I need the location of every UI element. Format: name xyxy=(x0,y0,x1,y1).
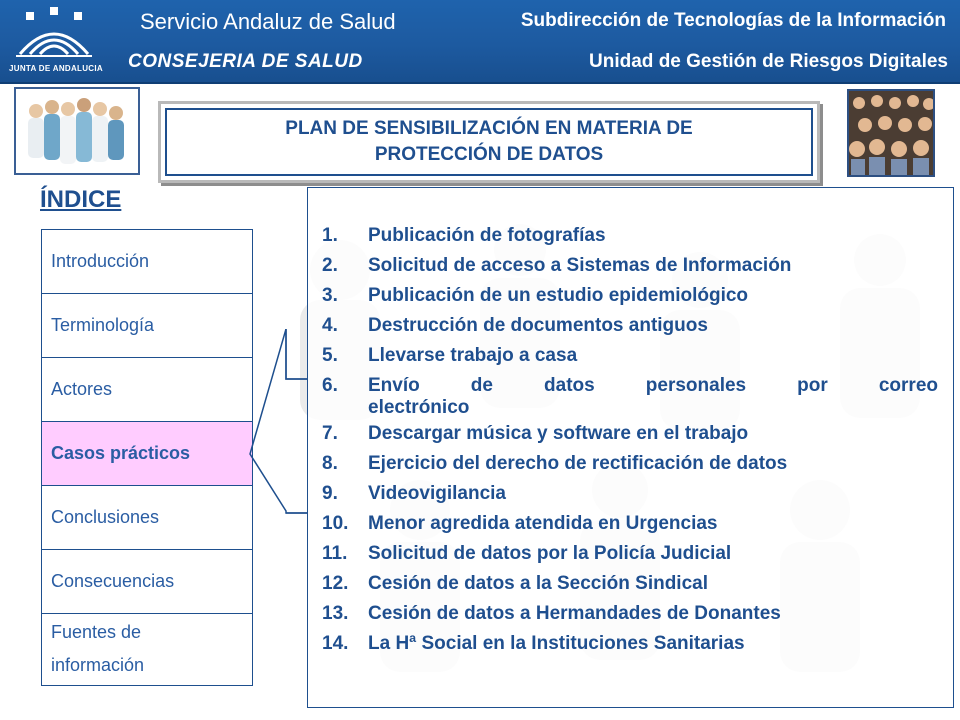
case-item[interactable] xyxy=(322,371,938,419)
case-text: La Hª Social en la Instituciones Sanitarias xyxy=(368,633,745,654)
medical-staff-photo xyxy=(14,87,140,175)
cases-list xyxy=(322,221,938,659)
menu-item-label xyxy=(51,616,144,682)
medical-staff-image-icon xyxy=(16,89,138,173)
menu-item-fuentes[interactable] xyxy=(42,614,252,684)
case-number: 14. xyxy=(322,633,349,654)
case-item[interactable] xyxy=(322,341,938,371)
case-text: Descargar música y software en el trabajo xyxy=(368,423,749,444)
organization-subtitle: CONSEJERIA DE SALUD xyxy=(128,51,363,72)
case-text: Solicitud de datos por la Policía Judicial xyxy=(368,543,732,564)
plan-title-line2: PROTECCIÓN DE DATOS xyxy=(374,144,604,165)
crowd-image-icon xyxy=(849,91,933,175)
junta-andalucia-logo xyxy=(0,0,110,82)
menu-item-label: Introducción xyxy=(51,251,150,271)
menu-item-label: Actores xyxy=(51,379,113,399)
case-item[interactable] xyxy=(322,539,938,569)
case-text: Publicación de fotografías xyxy=(368,225,606,246)
case-number: 12. xyxy=(322,573,349,594)
crowd-photo xyxy=(847,89,935,177)
menu-item-label: Conclusiones xyxy=(51,507,160,527)
case-text: Llevarse trabajo a casa xyxy=(368,345,578,366)
header-banner xyxy=(0,0,960,84)
plan-title-box xyxy=(158,101,820,183)
case-item[interactable] xyxy=(322,599,938,629)
case-item[interactable] xyxy=(322,221,938,251)
case-number: 3. xyxy=(322,285,338,306)
plan-title-line1: PLAN DE SENSIBILIZACIÓN EN MATERIA DE xyxy=(285,118,693,139)
case-text: Ejercicio del derecho de rectificación de datos xyxy=(368,453,788,474)
menu-item-conclusiones[interactable] xyxy=(42,486,252,550)
case-item[interactable] xyxy=(322,419,938,449)
case-text: Cesión de datos a la Sección Sindical xyxy=(368,573,708,594)
case-text: Cesión de datos a Hermandades de Donantes xyxy=(368,603,781,624)
case-item[interactable] xyxy=(322,449,938,479)
index-menu xyxy=(41,229,253,686)
case-number: 5. xyxy=(322,345,338,366)
menu-item-label: Consecuencias xyxy=(51,571,175,591)
menu-item-consecuencias[interactable] xyxy=(42,550,252,614)
case-number: 13. xyxy=(322,603,349,624)
case-number: 7. xyxy=(322,423,338,444)
case-item[interactable] xyxy=(322,509,938,539)
menu-item-label-line1: Fuentes de xyxy=(51,622,142,642)
case-text-line2: electrónico xyxy=(368,397,470,418)
plan-title xyxy=(209,116,769,168)
case-item[interactable] xyxy=(322,479,938,509)
menu-item-label-line2: información xyxy=(51,655,145,675)
department-title: Subdirección de Tecnologías de la Información xyxy=(520,10,946,31)
case-text: Solicitud de acceso a Sistemas de Información xyxy=(368,255,792,276)
case-number: 2. xyxy=(322,255,338,276)
case-text xyxy=(368,371,938,419)
menu-item-introduccion[interactable] xyxy=(42,230,252,294)
case-item[interactable] xyxy=(322,281,938,311)
logo-caption: JUNTA DE ANDALUCIA xyxy=(9,64,103,73)
case-number: 4. xyxy=(322,315,338,336)
index-heading: ÍNDICE xyxy=(40,186,122,213)
case-item[interactable] xyxy=(322,629,938,659)
case-text: Videovigilancia xyxy=(368,483,506,504)
case-text-line1: Envío de datos personales por correo xyxy=(368,375,938,396)
case-number: 9. xyxy=(322,483,338,504)
junta-shield-icon xyxy=(6,4,102,64)
cases-panel xyxy=(307,187,954,708)
plan-title-frame xyxy=(165,108,813,176)
case-number: 10. xyxy=(322,513,349,534)
case-number: 11. xyxy=(322,543,348,564)
case-text: Publicación de un estudio epidemiológico xyxy=(368,285,749,306)
case-text: Menor agredida atendida en Urgencias xyxy=(368,513,718,534)
organization-title: Servicio Andaluz de Salud xyxy=(140,9,396,34)
unit-title: Unidad de Gestión de Riesgos Digitales xyxy=(589,51,948,72)
menu-item-terminologia[interactable] xyxy=(42,294,252,358)
menu-item-label: Terminología xyxy=(51,315,155,335)
menu-item-casos-practicos[interactable] xyxy=(42,422,252,486)
menu-item-label: Casos prácticos xyxy=(51,443,191,463)
menu-item-actores[interactable] xyxy=(42,358,252,422)
case-number: 1. xyxy=(322,225,338,246)
case-number: 6. xyxy=(322,375,338,396)
case-item[interactable] xyxy=(322,251,938,281)
case-item[interactable] xyxy=(322,311,938,341)
case-text: Destrucción de documentos antiguos xyxy=(368,315,708,336)
callout-connector xyxy=(248,329,310,529)
case-number: 8. xyxy=(322,453,338,474)
case-item[interactable] xyxy=(322,569,938,599)
